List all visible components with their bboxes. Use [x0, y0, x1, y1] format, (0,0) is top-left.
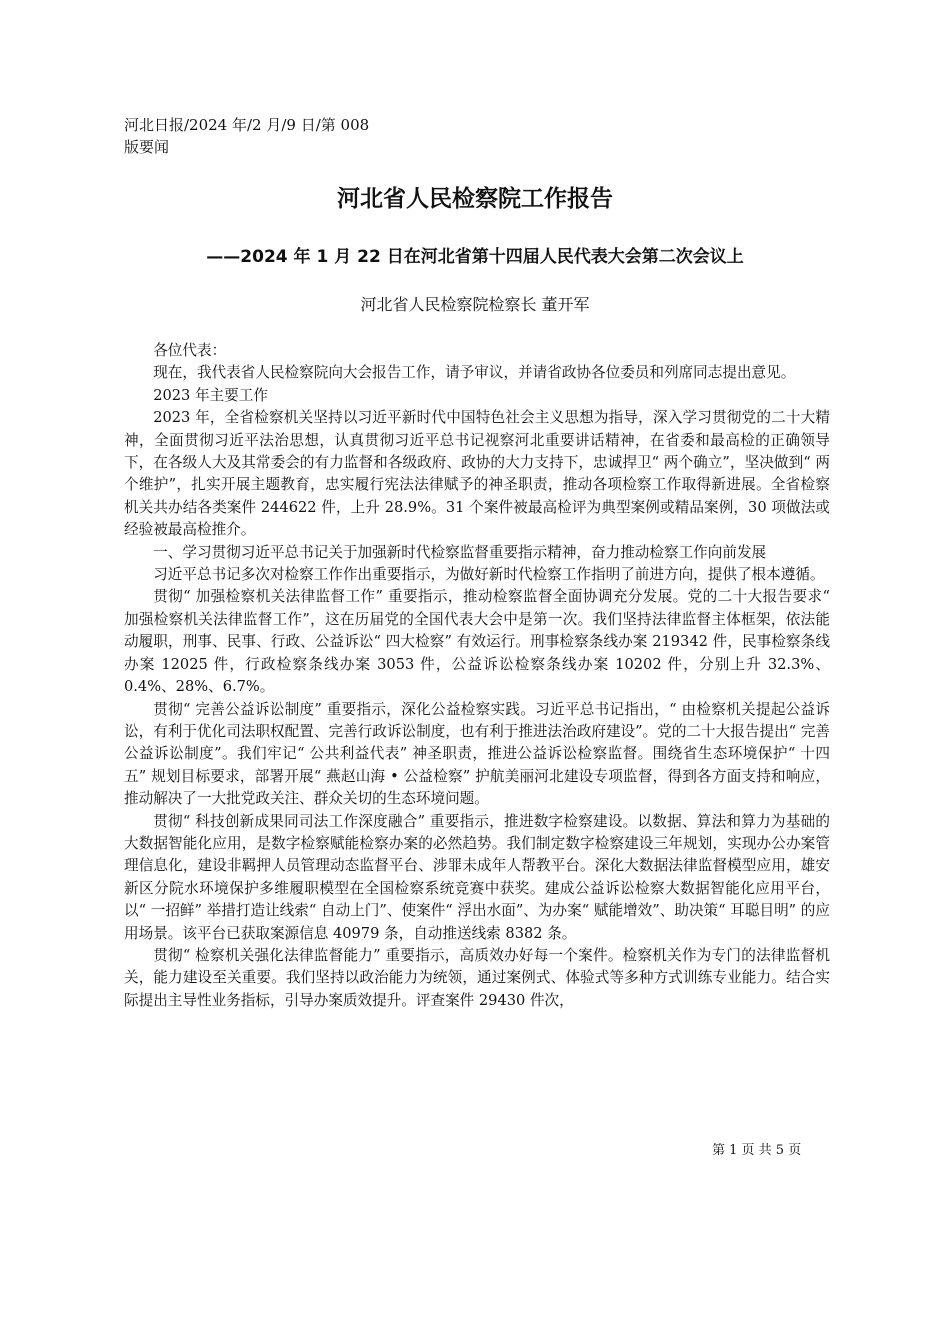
salutation: 各位代表： [153, 342, 227, 359]
section-heading: 2023 年主要工作 [153, 386, 268, 404]
document-author: 河北省人民检察院检察长 董开军 [360, 295, 590, 314]
paragraph: 习近平总书记多次对检察工作作出重要指示，为做好新时代检察工作指明了前进方向，提供了根本遵循。 [153, 566, 825, 584]
source-line-2: 版要闻 [124, 138, 170, 156]
source-line-1: 河北日报/2024 年/2 月/9 日/第 008 [124, 116, 370, 134]
document-body [124, 340, 830, 1012]
paragraph: 贯彻“ 加强检察机关法律监督工作” 重要指示，推动检察监督全面协调充分发展。党的二十大报告要求“ 加强检察机关法律监督工作”，这在历届党的全国代表大会中是第一次。我们坚持法律监督主体框架，依法能动履职，刑事、民事、行政、公益诉讼“ 四大检察” 有效运行。刑事检察条线办案 219342 件，民事检察条线办案 12025 件，行政检察条线办案 3053 件，公益诉讼检察条线办案 10202 件，分别上升 32.3%、0.4%、28%、6.7%。 [124, 588, 830, 696]
paragraph: 贯彻“ 检察机关强化法律监督能力” 重要指示，高质效办好每一个案件。检察机关作为专门的法律监督机关，能力建设至关重要。我们坚持以政治能力为统领，通过案例式、体验式等多种方式训练专业能力。结合实际提出主导性业务指标，引导办案质效提升。评查案件 29430 件次， [124, 946, 830, 1009]
page-number: 第 1 页 共 5 页 [712, 1143, 802, 1158]
paragraph: 贯彻“ 科技创新成果同司法工作深度融合” 重要指示，推进数字检察建设。以数据、算法和算力为基础的大数据智能化应用，是数字检察赋能检察办案的必然趋势。我们制定数字检察建设三年规划，实现办公办案管理信息化，建设非羁押人员管理动态监督平台、涉罪未成年人帮教平台。深化大数据法律监督模型应用，雄安新区分院水环境保护多维履职模型在全国检察系统竞赛中获奖。建成公益诉讼检察大数据智能化应用平台，以“ 一招鲜” 举措打造让线索“ 自动上门”、使案件“ 浮出水面”、为办案“ 赋能增效”、助决策“ 耳聪目明” 的应用场景。该平台已获取案源信息 40979 条，自动推送线索 8382 条。 [124, 812, 830, 942]
paragraph: 贯彻“ 完善公益诉讼制度” 重要指示，深化公益检察实践。习近平总书记指出，“ 由检察机关提起公益诉讼，有利于优化司法职权配置、完善行政诉讼制度，也有利于推进法治政府建设”。党的二十大报告提出“ 完善公益诉讼制度”。我们牢记“ 公共利益代表” 神圣职责，推进公益诉讼检察监督。围绕省生态环境保护“ 十四五” 规划目标要求，部署开展“ 燕赵山海 • 公益检察” 护航美丽河北建设专项监督，得到各方面支持和响应，推动解决了一大批党政关注、群众关切的生态环境问题。 [124, 700, 830, 808]
source-info [124, 114, 369, 158]
section-heading: 一、学习贯彻习近平总书记关于加强新时代检察监督重要指示精神，奋力推动检察工作向前发展 [153, 543, 767, 561]
document-title: 河北省人民检察院工作报告 [337, 186, 613, 212]
paragraph: 现在，我代表省人民检察院向大会报告工作，请予审议，并请省政协各位委员和列席同志提出意见。 [153, 364, 796, 382]
document-subtitle: ——2024 年 1 月 22 日在河北省第十四届人民代表大会第二次会议上 [206, 247, 744, 267]
paragraph: 2023 年，全省检察机关坚持以习近平新时代中国特色社会主义思想为指导，深入学习贯彻党的二十大精神，全面贯彻习近平法治思想，认真贯彻习近平总书记视察河北重要讲话精神，在省委和最高检的正确领导下，在各级人大及其常委会的有力监督和各级政府、政协的大力支持下，忠诚捍卫“ 两个确立”，坚决做到“ 两个维护”，扎实开展主题教育，忠实履行宪法法律赋予的神圣职责，推动各项检察工作取得新进展。全省检察机关共办结各类案件 244622 件，上升 28.9%。31 个案件被最高检评为典型案例或精品案例，30 项做法或经验被最高检推介。 [124, 409, 830, 539]
